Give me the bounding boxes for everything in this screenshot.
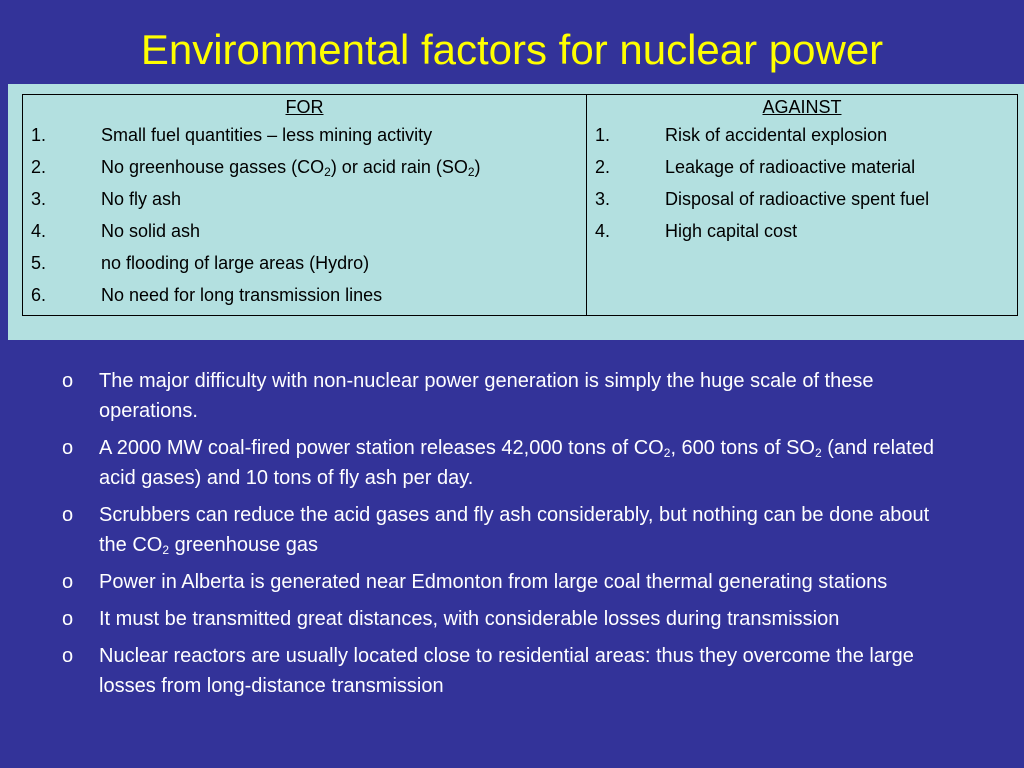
- against-column: [587, 95, 1018, 316]
- for-item-text: [101, 151, 586, 183]
- text-run: Risk of accidental explosion: [665, 125, 888, 145]
- against-item: [587, 183, 1017, 215]
- factors-table: [22, 94, 1018, 316]
- text-run: , 600 tons of SO: [670, 437, 815, 459]
- bullet-text: [99, 645, 914, 697]
- bullet-text: [99, 370, 873, 422]
- against-item-number: 3.: [595, 189, 611, 209]
- bullet-item: [62, 567, 962, 597]
- for-item-number: 3.: [31, 189, 47, 209]
- bullet-item: [62, 604, 962, 634]
- for-item: [23, 183, 586, 215]
- slide-title: Environmental factors for nuclear power: [140, 26, 884, 73]
- subscript: 2: [663, 446, 671, 460]
- text-run: (and related acid gases) and 10 tons of fly ash per day.: [99, 437, 934, 489]
- for-item-number: 5.: [31, 253, 47, 273]
- text-run: Leakage of radioactive material: [665, 157, 916, 177]
- bullet-item: [62, 433, 962, 493]
- text-run: Power in Alberta is generated near Edmonton from large coal thermal generating stations: [99, 571, 888, 593]
- text-run: no flooding of large areas (Hydro): [101, 253, 370, 273]
- for-item-number: 1.: [31, 125, 47, 145]
- bullet-marker-icon: o: [62, 370, 74, 392]
- bullet-marker-icon: o: [62, 437, 74, 459]
- against-item-text: [665, 119, 1017, 151]
- for-header: FOR: [285, 97, 324, 117]
- text-run: Disposal of radioactive spent fuel: [665, 189, 930, 209]
- for-item: [23, 151, 586, 183]
- against-item-number: 4.: [595, 221, 611, 241]
- against-item: [587, 151, 1017, 183]
- text-run: No greenhouse gasses (CO: [101, 157, 325, 177]
- for-item-text: [101, 279, 586, 311]
- for-item-number: 4.: [31, 221, 47, 241]
- text-run: No fly ash: [101, 189, 182, 209]
- against-item: [587, 119, 1017, 151]
- for-item: [23, 279, 586, 311]
- bullet-marker-icon: o: [62, 608, 74, 630]
- text-run: A 2000 MW coal-fired power station releases 42,000 tons of CO: [99, 437, 664, 459]
- bullet-text: [99, 571, 887, 593]
- text-run: No need for long transmission lines: [101, 285, 383, 305]
- text-run: No solid ash: [101, 221, 201, 241]
- for-column: [23, 95, 587, 316]
- bullet-marker-icon: o: [62, 645, 74, 667]
- subscript: 2: [162, 543, 170, 557]
- against-item: [587, 215, 1017, 247]
- text-run: The major difficulty with non-nuclear power generation is simply the huge scale of these operations.: [99, 370, 874, 422]
- subscript: 2: [324, 165, 331, 179]
- bullet-item: [62, 500, 962, 560]
- bullet-item: [62, 641, 962, 701]
- bullet-text: [99, 608, 839, 630]
- against-item-text: [665, 215, 1017, 247]
- text-run: Nuclear reactors are usually located close to residential areas: thus they overcome the large losses from long-distance transmission: [99, 645, 914, 697]
- for-list: [23, 119, 586, 311]
- subscript: 2: [467, 165, 475, 179]
- for-item: [23, 247, 586, 279]
- for-item-number: 2.: [31, 157, 47, 177]
- against-item-text: [665, 183, 1017, 215]
- text-run: High capital cost: [665, 221, 798, 241]
- for-item-number: 6.: [31, 285, 47, 305]
- against-item-number: 2.: [595, 157, 611, 177]
- subscript: 2: [814, 446, 822, 460]
- text-run: It must be transmitted great distances, with considerable losses during transmission: [99, 608, 840, 630]
- for-item-text: [101, 215, 586, 247]
- text-run: ): [474, 157, 481, 177]
- against-list: [587, 119, 1017, 247]
- for-item-text: [101, 119, 586, 151]
- bullet-item: [62, 366, 962, 426]
- bullet-text: [99, 437, 934, 489]
- bullet-marker-icon: o: [62, 571, 74, 593]
- bullet-text: [99, 504, 929, 556]
- for-item-text: [101, 183, 586, 215]
- text-run: Scrubbers can reduce the acid gases and fly ash considerably, but nothing can be done about the CO: [99, 504, 930, 556]
- text-run: Small fuel quantities – less mining activity: [101, 125, 433, 145]
- against-item-number: 1.: [595, 125, 611, 145]
- for-item-text: [101, 247, 586, 279]
- bullet-list: [62, 366, 962, 708]
- factors-table-panel: [8, 84, 1024, 340]
- text-run: greenhouse gas: [169, 534, 319, 556]
- for-item: [23, 215, 586, 247]
- for-item: [23, 119, 586, 151]
- against-header: AGAINST: [762, 97, 842, 117]
- text-run: ) or acid rain (SO: [330, 157, 468, 177]
- against-item-text: [665, 151, 1017, 183]
- bullet-marker-icon: o: [62, 504, 74, 526]
